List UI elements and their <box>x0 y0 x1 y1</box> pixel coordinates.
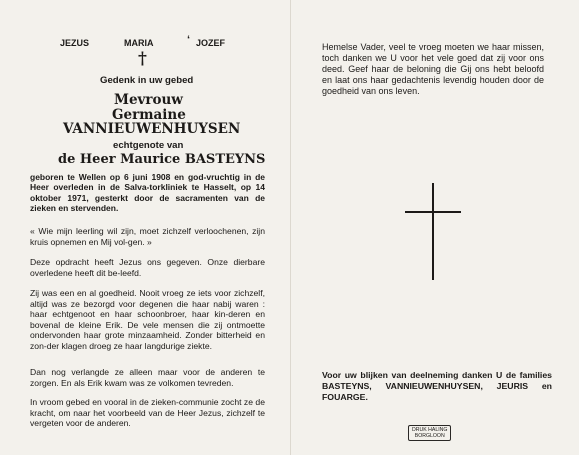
paragraph-opdracht: Deze opdracht heeft Jezus ons gegeven. Onze dierbare overledene heeft dit be-leefd. <box>30 257 265 278</box>
gedenk-heading: Gedenk in uw gebed <box>100 75 194 86</box>
quote-paragraph: « Wie mijn leerling wil zijn, moet zichzelf verloochenen, zijn kruis opnemen en Mij vol-gen. » <box>30 226 265 247</box>
spouse-name: de Heer Maurice BASTEYNS <box>58 152 266 167</box>
surname: VANNIEUWENHUYSEN <box>63 121 241 137</box>
first-name: Germaine <box>112 107 186 123</box>
prayer-text: Hemelse Vader, veel te vroeg moeten we haar missen, toch danken we U voor het vele goed dat zij voor ons deed. Geef haar de beloning die Gij ons hebt beloofd en laat ons haar gedachtenis levendig houden door de goedheid van ons leven. <box>322 42 544 96</box>
jezus-label: JEZUS <box>60 38 90 48</box>
paragraph-gebed: In vroom gebed en vooral in de zieken-communie zocht ze de kracht, om naar het voorbeeld van de Heer Jezus, zichzelf te vergeten voor de anderen. <box>30 397 265 429</box>
paragraph-verlangen: Dan nog verlangde ze alleen maar voor de anderen te zorgen. En als Erik kwam was ze volkomen tevreden. <box>30 367 265 388</box>
biography-text: geboren te Wellen op 6 juni 1908 en god-vruchtig in de Heer overleden in de Salva-torkliniek te Hasselt, op 14 oktober 1971, gesterkt door de sacramenten van de zieken en stervenden. <box>30 172 265 213</box>
printer-name: DRUK HALING <box>412 427 448 433</box>
small-cross-icon: ‘ <box>187 34 191 46</box>
paragraph-goedheid: Zij was een en al goedheid. Nooit vroeg ze iets voor zichzelf, altijd was ze bezorgd voor degenen die haar nabij waren : haar echtgenoot en haar schoonbroer, haar kin-deren en bovenal de kleine Erik. De vele mensen die zij ontmoette ondervonden haar grote minzaamheid. Zonder bitterheid en zon-der klagen droeg ze haar langdurige ziekte. <box>30 288 265 351</box>
cross-icon: † <box>138 49 147 69</box>
printer-stamp <box>408 425 451 441</box>
spouse-label: echtgenote van <box>113 140 184 151</box>
title-mevrouw: Mevrouw <box>114 92 183 108</box>
maria-label: MARIA <box>124 38 154 48</box>
printer-town: BORGLOON <box>414 433 445 439</box>
fold-line <box>290 0 291 455</box>
jozef-label: JOZEF <box>196 38 226 48</box>
thanks-text: Voor uw blijken van deelneming danken U de families BASTEYNS, VANNIEUWENHUYSEN, JEURIS en FOUARGE. <box>322 370 552 402</box>
